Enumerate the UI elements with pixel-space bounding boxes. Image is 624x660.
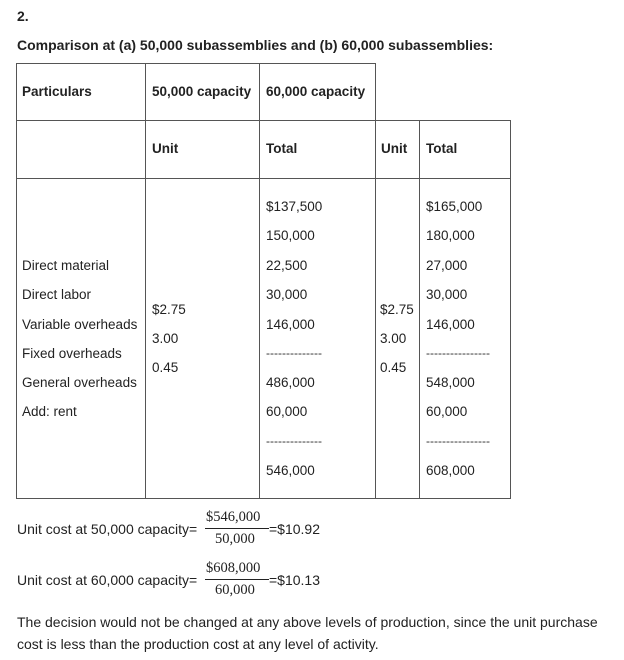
unit-cost-label-50k: Unit cost at 50,000 capacity= [17,521,198,537]
conclusion-paragraph [17,611,617,655]
table-border [145,63,146,499]
fraction-denominator-60k: 60,000 [215,582,255,598]
particular-item: Add: rent [22,404,77,419]
total-value-60k: 30,000 [426,287,468,302]
total-separator-60k: ---------------- [426,434,490,448]
total-value-60k: 548,000 [426,375,475,390]
total-value-50k: 30,000 [266,287,308,302]
unit-value-50k: $2.75 [152,302,186,317]
total-separator-60k: ---------------- [426,346,490,360]
unit-value-50k: 0.45 [152,360,179,375]
unit-value-50k: 3.00 [152,331,179,346]
table-border [259,63,260,499]
total-value-50k: 150,000 [266,228,315,243]
total-value-60k: 27,000 [426,258,468,273]
total-value-60k: 60,000 [426,404,468,419]
total-value-50k: 146,000 [266,317,315,332]
total-value-60k: 146,000 [426,317,475,332]
unit-cost-result-50k: =$10.92 [269,521,320,537]
unit-cost-result-60k: =$10.13 [269,572,320,588]
subheader-unit-50k: Unit [152,141,179,156]
fraction-numerator-60k: $608,000 [206,560,261,576]
table-border [375,63,376,499]
conclusion-line: cost is less than the production cost at any level of activity. [17,636,379,652]
particular-item: Variable overheads [22,317,138,332]
total-value-60k: $165,000 [426,199,483,214]
question-number: 2. [17,8,29,24]
table-border [16,498,511,499]
table-border [510,120,511,499]
table-border [16,63,376,64]
fraction-bar-60k [205,579,269,580]
fraction-numerator-50k: $546,000 [206,509,261,525]
particular-item: Direct labor [22,287,92,302]
particular-item: General overheads [22,375,137,390]
total-value-50k: $137,500 [266,199,323,214]
subheader-total-60k: Total [426,141,458,156]
header-60k-capacity: 60,000 capacity [266,84,366,99]
total-value-50k: 60,000 [266,404,308,419]
total-separator-50k: -------------- [266,346,322,360]
header-particulars: Particulars [22,84,92,99]
table-border [419,120,420,499]
subheader-total-50k: Total [266,141,298,156]
header-50k-capacity: 50,000 capacity [152,84,252,99]
unit-value-60k: $2.75 [380,302,414,317]
unit-cost-label-60k: Unit cost at 60,000 capacity= [17,572,198,588]
total-separator-50k: -------------- [266,434,322,448]
total-value-50k: 22,500 [266,258,308,273]
conclusion-line: The decision would not be changed at any above levels of production, since the unit purchase [17,614,598,630]
subheader-unit-60k: Unit [381,141,408,156]
total-value-60k: 180,000 [426,228,475,243]
fraction-bar-50k [205,528,269,529]
unit-value-60k: 0.45 [380,360,407,375]
total-value-50k: 486,000 [266,375,315,390]
particular-item: Fixed overheads [22,346,122,361]
table-border [16,120,511,121]
comparison-heading: Comparison at (a) 50,000 subassemblies and (b) 60,000 subassemblies: [17,37,494,53]
fraction-denominator-50k: 50,000 [215,531,255,547]
table-border [16,63,17,499]
unit-value-60k: 3.00 [380,331,407,346]
particular-item: Direct material [22,258,110,273]
table-border [16,178,511,179]
total-value-60k: 608,000 [426,463,475,478]
total-value-50k: 546,000 [266,463,315,478]
